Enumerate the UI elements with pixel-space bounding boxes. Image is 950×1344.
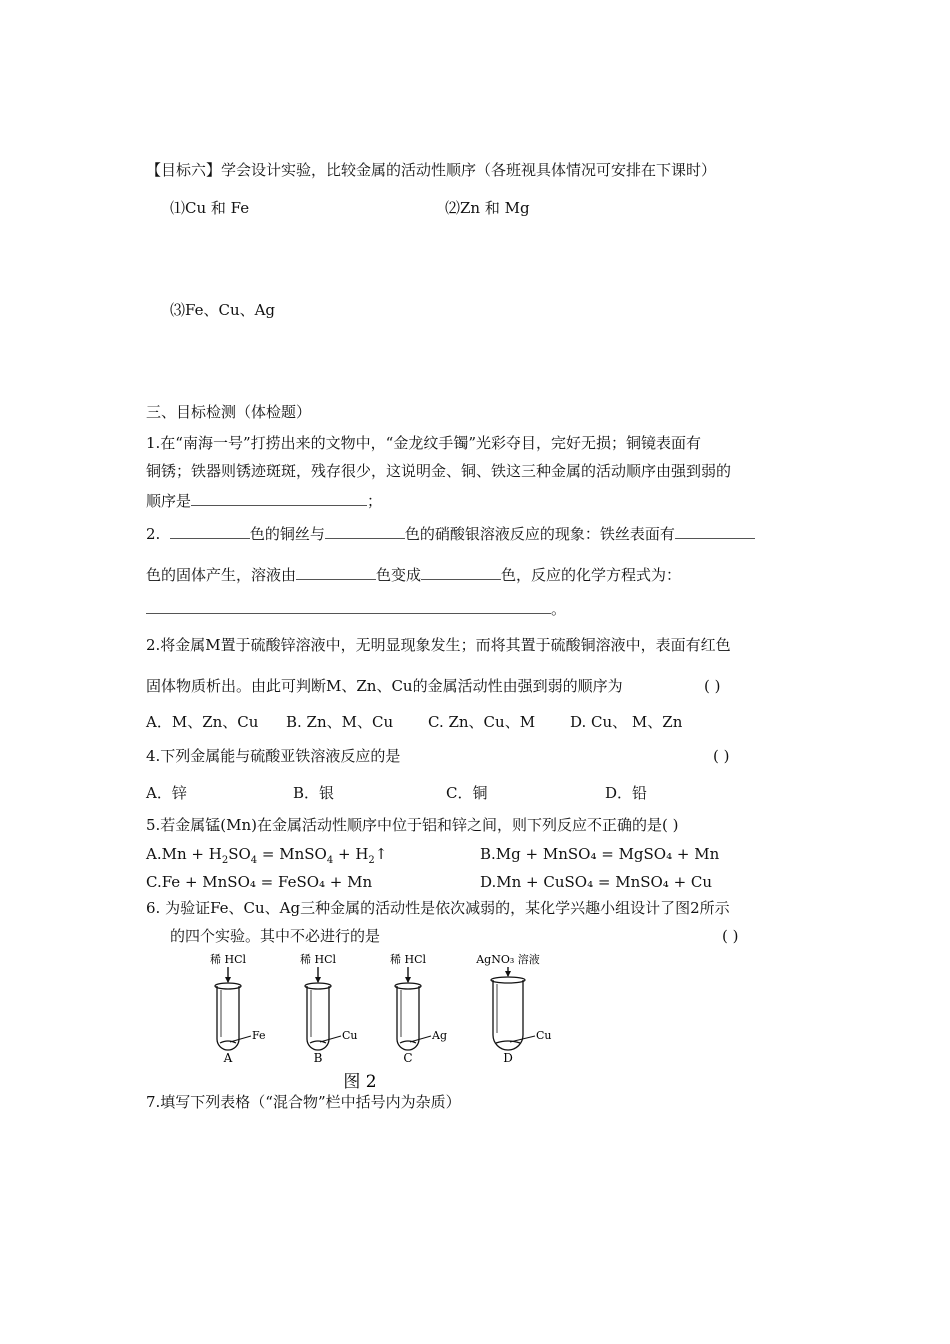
q2b-option-c: C. Zn、Cu、M — [428, 713, 536, 731]
tube-reagent-label: AgNO₃ 溶液 — [476, 953, 540, 966]
q2a-text-5: 色，反应的化学方程式为： — [501, 566, 682, 584]
q5-a-sub: 4 — [250, 855, 258, 866]
q2a-line-3 — [146, 597, 566, 619]
q5-option-b: B.Mg + MnSO₄ = MgSO₄ + Mn — [480, 845, 720, 863]
q2a-text-2: 色的硝酸银溶液反应的现象：铁丝表面有 — [404, 525, 675, 543]
tube-letter-label: C — [403, 1051, 413, 1065]
tube-metal-label: Fe — [252, 1029, 266, 1042]
q2b-option-b: B. Zn、M、Cu — [286, 713, 394, 731]
q2a-equation-blank[interactable] — [146, 597, 551, 614]
q5-a-sub: 2 — [221, 855, 229, 866]
q2a-blank-5[interactable] — [421, 563, 501, 580]
metal-sample — [496, 1041, 520, 1043]
q5-a-part: = MnSO — [257, 845, 327, 863]
figure-2-test-tubes — [190, 950, 590, 1090]
tube-reagent-label: 稀 HCl — [209, 953, 247, 966]
tube-metal-label: Ag — [432, 1029, 447, 1042]
q6-line-2: 的四个实验。其中不必进行的是 — [170, 927, 381, 945]
q2a-blank-1[interactable] — [170, 522, 250, 539]
tube-rim — [215, 983, 241, 989]
arrow-head-icon — [315, 977, 321, 983]
q1-suffix: ； — [367, 492, 383, 510]
tube-metal-label: Cu — [342, 1029, 358, 1042]
q2a-blank-2[interactable] — [325, 522, 405, 539]
tube-rim — [491, 977, 525, 983]
q1-prefix: 顺序是 — [146, 492, 192, 510]
tube-letter-label: D — [503, 1051, 513, 1065]
q2b-option-a: A．M、Zn、Cu — [146, 713, 259, 731]
tube-metal-label: Cu — [536, 1029, 552, 1042]
q5-stem: 5.若金属锰(Mn)在金属活动性顺序中位于铝和锌之间，则下列反应不正确的是( ) — [146, 816, 679, 834]
q5-option-a — [146, 844, 387, 871]
q4-option-b: B．银 — [293, 784, 335, 802]
metal-pointer — [230, 1036, 251, 1042]
q4-option-c: C．铜 — [446, 784, 488, 802]
q2a-blank-4[interactable] — [296, 563, 376, 580]
q5-option-c: C.Fe + MnSO₄ = FeSO₄ + Mn — [146, 873, 373, 891]
q1-answer-blank[interactable] — [191, 489, 367, 506]
q4-answer-paren[interactable]: ( ) — [713, 747, 730, 765]
q1-line-1: 1.在“南海一号”打捞出来的文物中，“金龙纹手镯”光彩夺目，完好无损；铜镜表面有 — [146, 434, 701, 452]
section-3-title: 三、目标检测（体检题） — [146, 403, 312, 421]
q5-option-d: D.Mn + CuSO₄ = MnSO₄ + Cu — [480, 873, 713, 891]
q5-a-part: A.Mn + H — [146, 845, 222, 863]
metal-pointer — [320, 1036, 341, 1042]
tube-reagent-label: 稀 HCl — [299, 953, 337, 966]
arrow-head-icon — [225, 977, 231, 983]
q5-a-part: SO — [228, 845, 251, 863]
q2a-line-1 — [146, 522, 755, 544]
q7-stem: 7.填写下列表格（“混合物”栏中括号内为杂质） — [146, 1093, 461, 1111]
q2a-number: 2. — [146, 525, 161, 543]
q4-stem: 4.下列金属能与硫酸亚铁溶液反应的是 — [146, 747, 401, 765]
q2b-line-1: 2.将金属M置于硫酸锌溶液中，无明显现象发生；而将其置于硫酸铜溶液中，表面有红色 — [146, 636, 731, 654]
arrow-head-icon — [505, 971, 511, 977]
q2b-answer-paren[interactable]: ( ) — [704, 677, 721, 695]
goal6-item-1: ⑴Cu 和 Fe — [170, 199, 250, 217]
q5-a-sub: 2 — [368, 855, 375, 866]
q2a-line-2 — [146, 563, 681, 585]
goal6-heading: 【目标六】学会设计实验，比较金属的活动性顺序（各班视具体情况可安排在下课时） — [146, 161, 717, 179]
q1-line-3 — [146, 489, 382, 511]
q2a-text-4: 色变成 — [376, 566, 422, 584]
gas-arrow-icon: ↑ — [374, 845, 388, 863]
q5-a-sub: 4 — [326, 855, 334, 866]
q1-line-2: 铜锈；铁器则锈迹斑斑，残存很少，这说明金、铜、铁这三种金属的活动顺序由强到弱的 — [146, 462, 732, 480]
tube-rim — [305, 983, 331, 989]
q4-option-a: A．锌 — [146, 784, 187, 802]
tube-letter-label: A — [223, 1051, 233, 1065]
tube-letter-label: B — [313, 1051, 323, 1065]
q6-answer-paren[interactable]: ( ) — [722, 927, 739, 945]
q2a-text-3: 色的固体产生，溶液由 — [146, 566, 297, 584]
goal6-item-2: ⑵Zn 和 Mg — [445, 199, 530, 217]
metal-pointer — [410, 1036, 431, 1042]
arrow-head-icon — [405, 977, 411, 983]
tube-reagent-label: 稀 HCl — [389, 953, 427, 966]
q4-option-d: D．铅 — [605, 784, 648, 802]
q2b-option-d: D. Cu、 M、Zn — [570, 713, 683, 731]
q2a-end: 。 — [551, 600, 567, 618]
q2a-blank-3[interactable] — [675, 522, 755, 539]
tube-rim — [395, 983, 421, 989]
goal6-item-3: ⑶Fe、Cu、Ag — [170, 301, 276, 319]
q5-a-part: + H — [333, 845, 369, 863]
q2a-text-1: 色的铜丝与 — [249, 525, 325, 543]
q2b-line-2: 固体物质析出。由此可判断M、Zn、Cu的金属活动性由强到弱的顺序为 — [146, 677, 623, 695]
q6-line-1: 6. 为验证Fe、Cu、Ag三种金属的活动性是依次减弱的，某化学兴趣小组设计了图2所示 — [146, 899, 730, 917]
figure-2-caption: 图 2 — [343, 1072, 377, 1090]
